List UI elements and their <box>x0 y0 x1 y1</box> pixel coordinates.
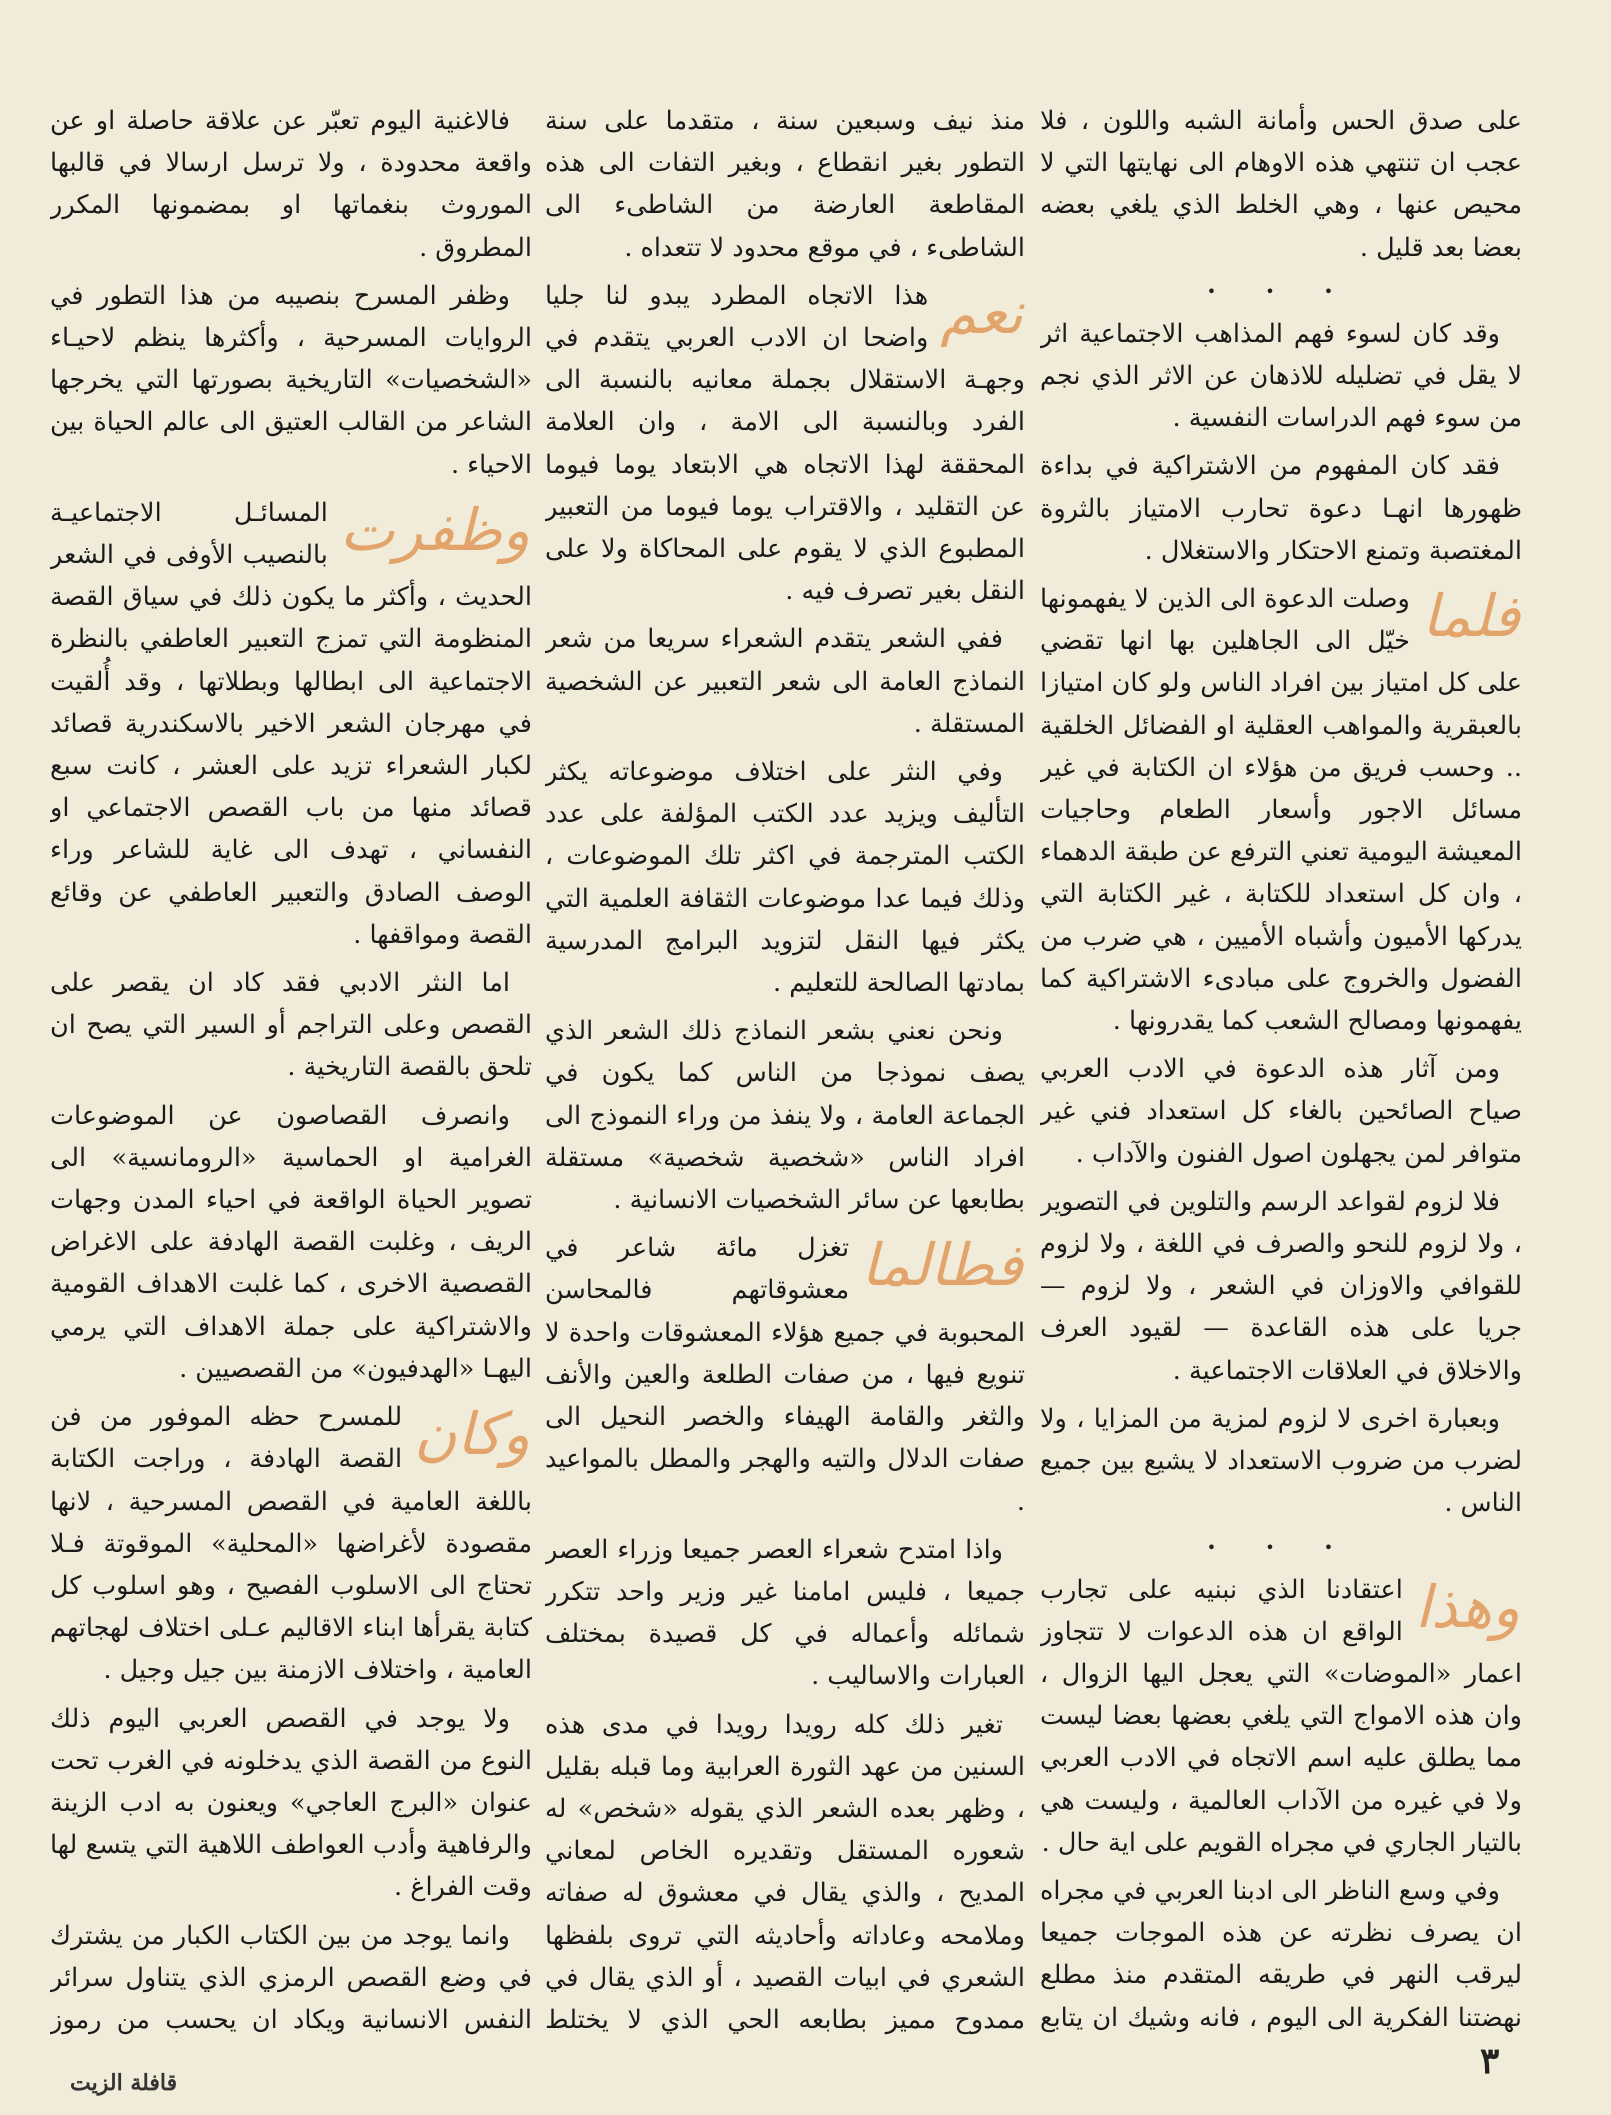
paragraph: اما النثر الادبي فقد كاد ان يقصر على القصص وعلى التراجم أو السير التي يصح ان تلحق بالقصة التاريخية . <box>50 968 532 1083</box>
paragraph: وفي وسع الناظر الى ادبنا العربي في مجراه ان يصرف نظرته عن هذه الموجات جميعا ليرقب النهر في طريقه المتقدم منذ مطلع نهضتنا الفكرية الى اليوم ، فانه وشيك ان يتابع <box>1040 1875 1522 2033</box>
decorative-lead-word: وهذا <box>1414 1572 1520 1641</box>
paragraph: وانما يوجد من بين الكتاب الكبار من يشترك في وضع القصص الرمزي الذي يتناول سرائر النفس الانسانية ويكاد ان يحسب من رموز <box>50 1920 532 2035</box>
page-number: ٣ <box>1480 2040 1500 2082</box>
column-right <box>1040 100 1522 2035</box>
magazine-footer-label: قافلة الزيت <box>70 2070 178 2096</box>
paragraph: وفي النثر على اختلاف موضوعاته يكثر التأليف ويزيد عدد الكتب المؤلفة على عدد الكتب المترجمة في اكثر تلك الموضوعات ، وذلك فيما عدا موضوعات الثقافة العلمية التي يكثر فيها النقل لتزويد البرامج المدرسية بمادتها الصالحة للتعليم . <box>545 757 1025 999</box>
section-ornament: • • • <box>1206 1537 1356 1557</box>
paragraph: على صدق الحس وأمانة الشبه واللون ، فلا عجب ان تنتهي هذه الاوهام الى نهايتها التي لا محيص عنها ، وهي الخلط الذي يلغي بعضه بعضا بعد قليل . <box>1040 106 1522 263</box>
column-middle <box>545 100 1025 2035</box>
decorative-lead-word: نعم <box>940 278 1023 347</box>
paragraph: للمسرح حظه الموفور من فن القصة الهادفة ، وراجت الكتابة باللغة العامية في القصص المسرحية ، لانها مقصودة لأغراضها «المحلية» الموقوتة فـلا تحتاج الى الاسلوب الفصيح ، وهو اسلوب كل كتابة يقرأها ابناء الاقاليم عـلى اختلاف لهجاتهم العامية ، واختلاف الازمنة بين جيل وجيل . <box>50 1402 532 1686</box>
paragraph: وقد كان لسوء فهم المذاهب الاجتماعية اثر لا يقل في تضليله للاذهان عن الاثر الذي نجم من سوء فهم الدراسات النفسية . <box>1040 318 1522 434</box>
column-left <box>50 100 532 2035</box>
paragraph: هذا الاتجاه المطرد يبدو لنا جليا واضحا ان الادب العربي يتقدم في وجهـة الاستقلال بجملة معانيه بالنسبة الى الفرد وبالنسبة الى الامة ، وان العلامة المحققة لهذا الاتجاه هي الابتعاد يوما فيوما عن التقليد ، والاقتراب يوما فيوما من التعبير المطبوع الذي لا يقوم على المحاكاة ولا على النقل بغير تصرف فيه . <box>545 280 1025 607</box>
decorative-lead-word: وظفرت <box>339 495 530 564</box>
paragraph: المسائـل الاجتماعيـة بالنصيب الأوفى في الشعر الحديث ، وأكثر ما يكون ذلك في سياق القصة المنظومة التي تمزج التعبير العاطفي بالنظرة الاجتماعية الى ابطالها وبطلاتها ، وقد أُلقيت في مهرجان الشعر الاخير بالاسكندرية قصائد لكبار الشعراء تزيد على العشر ، كانت سبع قصائد منها من باب القصص الاجتماعي او النفساني ، تهدف الى غاية للشاعر وراء الوصف الصادق والتعبير العاطفي عن وقائع القصة ومواقفها . <box>50 497 532 950</box>
paragraph: اعتقادنا الذي نبنيه على تجارب الواقع ان هذه الدعوات لا تتجاوز اعمار «الموضات» التي يعجل اليها الزوال ، وان هذه الامواج التي يلغي بعضها بعضا ليست مما يطلق عليه اسم الاتجاه في الادب العربي ولا في غيره من الآداب العالمية ، وليست هي بالتيار الجاري في مجراه القويم على اية حال . <box>1040 1574 1522 1858</box>
paragraph: ولا يوجد في القصص العربي اليوم ذلك النوع من القصة الذي يدخلونه في الغرب تحت عنوان «البرج العاجي» ويعنون به ادب الزينة والرفاهية وأدب العواطف اللاهية التي يتسع لها وقت الفراغ . <box>50 1703 532 1903</box>
section-ornament: • • • <box>1206 281 1356 301</box>
paragraph: وصلت الدعوة الى الذين لا يفهمونها خيّل الى الجاهلين بها انها تقضي على كل امتياز بين افراد الناس ولو كان امتيازا بالعبقرية والمواهب العقلية او الفضائل الخلقية .. وحسب فريق من هؤلاء ان الكتابة في غير مسائل الاجور وأسعار الطعام وحاجيات المعيشة اليومية تعني الترفع عن طبقة الدهماء ، وان كل استعداد للكتابة ، غير الكتابة التي يدركها الأميون وأشباه الأميين ، هي ضرب من الفضول والخروج على مبادىء الاشتراكية كما يفهمونها ومصالح الشعب كما يقدرونها . <box>1040 584 1522 1037</box>
paragraph: وبعبارة اخرى لا لزوم لمزية من المزايا ، ولا لضرب من ضروب الاستعداد لا يشيع بين جميع الناس . <box>1040 1403 1522 1519</box>
paragraph: ومن آثار هذه الدعوة في الادب العربي صياح الصائحين بالغاء كل استعداد فني غير متوافر لمن يجهلون اصول الفنون والآداب . <box>1040 1054 1522 1169</box>
paragraph: ففي الشعر يتقدم الشعراء سريعا من شعر النماذج العامة الى شعر التعبير عن الشخصية المستقلة . <box>545 624 1025 739</box>
decorative-lead-word: وكان <box>414 1400 530 1469</box>
paragraph: ونحن نعني بشعر النماذج ذلك الشعر الذي يصف نموذجا من الناس كما يكون في الجماعة العامة ، ولا ينفذ من وراء النموذج الى افراد الناس «شخصية شخصية» مستقلة بطابعها عن سائر الشخصيات الانسانية . <box>545 1016 1025 1216</box>
paragraph: فلا لزوم لقواعد الرسم والتلوين في التصوير ، ولا لزوم للنحو والصرف في اللغة ، ولا لزوم للقوافي والاوزان في الشعر ، ولا لزوم — جريا على هذه القاعدة — لقيود العرف والاخلاق في العلاقات الاجتماعية . <box>1040 1186 1522 1386</box>
paragraph: واذا امتدح شعراء العصر جميعا وزراء العصر جميعا ، فليس امامنا غير وزير واحد تتكرر شمائله وأعماله في كل قصيدة بمختلف العبارات والاساليب . <box>545 1534 1025 1692</box>
paragraph: فقد كان المفهوم من الاشتراكية في بداءة ظهورها انهـا دعوة تحارب الامتياز بالثروة المغتصبة وتمنع الاحتكار والاستغلال . <box>1040 451 1522 566</box>
decorative-lead-word: فلما <box>1421 582 1520 651</box>
paragraph: وانصرف القصاصون عن الموضوعات الغرامية او الحماسية «الرومانسية» الى تصوير الحياة الواقعة في احياء المدن وجهات الريف ، وغلبت القصة الهادفة على الاغراض القصصية الاخرى ، كما غلبت الاهداف القومية والاشتراكية على جملة الاهداف التي يرمي اليهـا «الهدفيون» من القصصيين . <box>50 1100 532 1384</box>
paragraph: منذ نيف وسبعين سنة ، متقدما على سنة التطور بغير انقطاع ، وبغير التفات الى هذه المقاطعة العارضة من الشاطىء الى الشاطىء ، في موقع محدود لا تتعداه . <box>545 106 1025 263</box>
paragraph: وظفر المسرح بنصيبه من هذا التطور في الروايات المسرحية ، وأكثرها ينظم لاحيـاء «الشخصيات» التاريخية بصورتها التي يخرجها الشاعر من القالب العتيق الى عالم الحياة بين الاحياء . <box>50 280 532 480</box>
decorative-lead-word: فطالما <box>861 1231 1023 1300</box>
paragraph: تغزل مائة شاعر في معشوقاتهم فالمحاسن المحبوبة في جميع هؤلاء المعشوقات واحدة لا تنويع فيها ، من صفات الطلعة والعين والأنف والثغر والقامة الهيفاء والخصر النحيل الى صفات الدلال والتيه والهجر والمطل بالمواعيد . <box>545 1233 1025 1517</box>
paragraph: فالاغنية اليوم تعبّر عن علاقة حاصلة او عن واقعة محدودة ، ولا ترسل ارسالا في قالبها الموروث بنغماتها او بمضمونها المكرر المطروق . <box>50 106 532 263</box>
paragraph: تغير ذلك كله رويدا رويدا في مدى هذه السنين من عهد الثورة العرابية وما قبله بقليل ، وظهر بعده الشعر الذي يقوله «شخص» له شعوره المستقل وتقديره الخاص لمعاني المديح ، والذي يقال في معشوق له صفاته وملامحه وعاداته وأحاديثه التي تروى بلفظها الشعري في ابيات القصيد ، أو الذي يقال في ممدوح مميز بطابعه الحي الذي لا يختلط <box>545 1709 1025 2035</box>
